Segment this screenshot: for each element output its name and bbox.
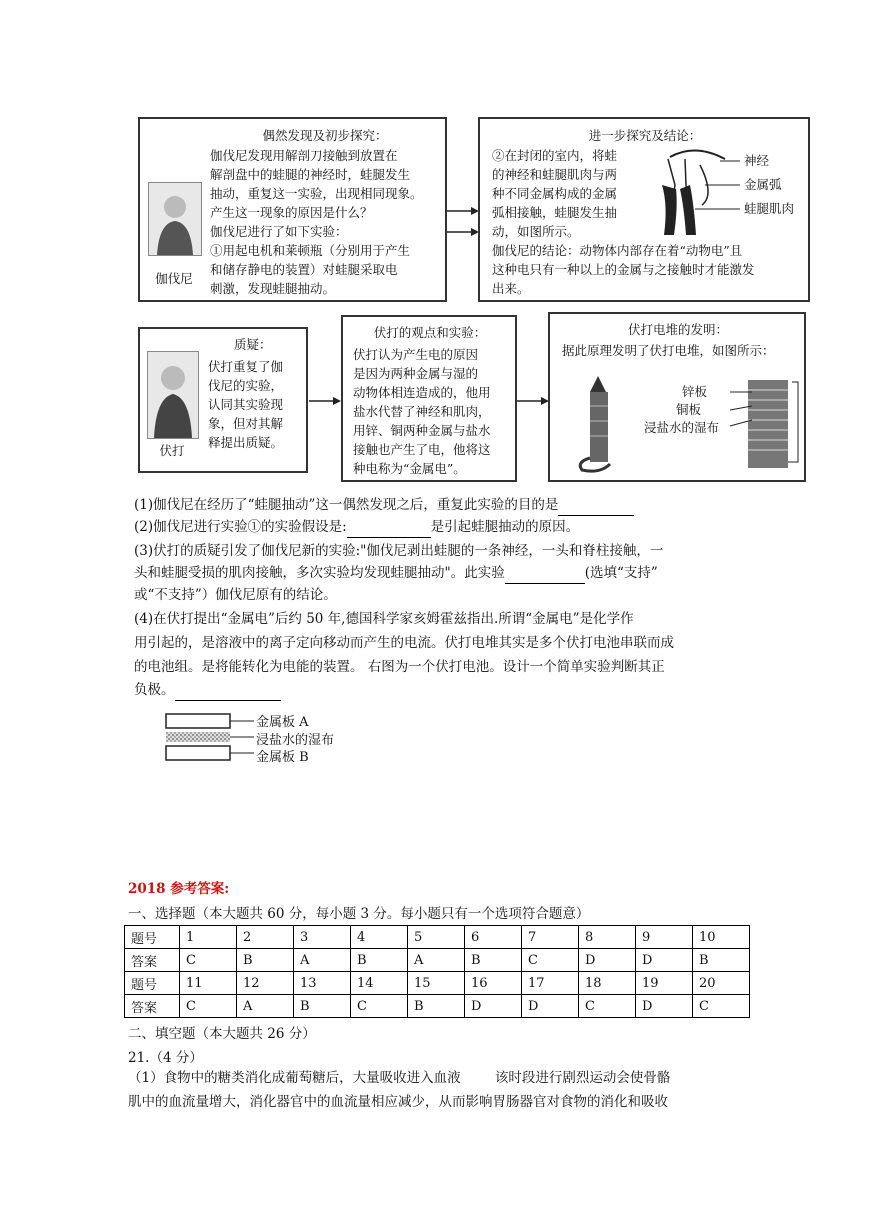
box4-title: 伏打的观点和实验： [373,325,487,340]
box3-line: 伐尼的实验， [208,378,284,393]
table-cell: 11 [180,972,237,995]
table-cell: 12 [237,972,294,995]
galvani-caption: 伽伐尼 [155,271,193,286]
arrow-right-icon [309,395,341,407]
pile-label-cloth: 浸盐水的湿布 [644,420,720,435]
box1-line: 解剖盘中的蛙腿的神经时，蛙腿发生 [210,167,411,182]
answer-blank[interactable] [347,522,431,538]
box1-line: 伽伐尼发现用解剖刀接触到放置在 [210,148,398,163]
table-cell: 19 [636,972,693,995]
box2-line: 弧相接触，蛙腿发生抽 [492,205,618,220]
cell-label-cloth: 浸盐水的湿布 [256,733,335,748]
box1-line: 和储存静电的装置）对蛙腿采取电 [210,262,398,277]
question-21-heading: 21.（4 分） [128,1050,203,1066]
box3-line: 释提出质疑。 [208,435,284,450]
box4-line: 盐水代替了神经和肌肉， [353,404,491,419]
box4-line: 用锌、铜两种金属与盐水 [353,423,491,438]
table-cell: 5 [408,926,465,949]
box2-line: 的神经和蛙腿肌肉与两 [492,167,618,182]
table-cell: C [180,949,237,972]
box1-line: ①用起电机和莱顿瓶（分别用于产生 [210,243,411,258]
frog-legs-diagram [640,145,740,241]
question-4-line3: 的电池组。是将能转化为电能的装置。 右图为一个伏打电池。设计一个简单实验判断其正 [134,659,665,675]
table-cell: 14 [351,972,408,995]
table-cell: D [636,949,693,972]
table-cell: B [408,995,465,1018]
box1-line: 抽动，重复这一实验，出现相同现象。 [210,186,423,201]
box2-title: 进一步探究及结论： [588,128,702,143]
question-1: (1)伽伐尼在经历了“蛙腿抽动”这一偶然发现之后，重复此实验的目的是 [134,494,634,516]
box5-title: 伏打电堆的发明： [627,322,728,337]
diagram-label-muscle: 蛙腿肌肉 [744,201,795,216]
table-cell: 13 [294,972,351,995]
question-4-line4: 负极。 [134,679,281,701]
row-header: 题号 [125,972,180,995]
diagram-label-metal-arc: 金属弧 [744,177,782,192]
table-cell: 9 [636,926,693,949]
table-cell: A [294,949,351,972]
table-cell: 16 [465,972,522,995]
flow-box-doubt [138,327,308,473]
table-cell: 1 [180,926,237,949]
box1-line: 产生这一现象的原因是什么？ [210,205,373,220]
box2-line: 这种电只有一种以上的金属与之接触时才能激发 [492,262,755,277]
table-cell: C [522,949,579,972]
box1-line: 刺激，发现蛙腿抽动。 [210,281,336,296]
table-cell: B [465,949,522,972]
table-cell: D [465,995,522,1018]
cell-label-b: 金属板 B [256,750,309,765]
q21-answer-line1: （1）食物中的糖类消化成葡萄糖后，大量吸收进入血液 该时段进行剧烈运动会使骨骼 [128,1070,671,1086]
table-cell: D [636,995,693,1018]
volta-caption: 伏打 [159,443,185,458]
section2-heading: 二、填空题（本大题共 26 分） [128,1026,316,1042]
answer-blank[interactable] [558,500,634,516]
row-header: 答案 [125,949,180,972]
diagram-label-nerve: 神经 [744,153,770,168]
table-cell: 7 [522,926,579,949]
arrow-right-icon [447,226,479,238]
table-cell: C [693,995,750,1018]
table-row [125,995,750,1018]
flow-box-discovery [138,117,447,302]
question-3-line2: 头和蛙腿受损的肌肉接触，多次实验均发现蛙腿抽动"。此实验 (选填“支持” [134,562,658,584]
table-cell: A [408,949,465,972]
question-4-line1: (4)在伏打提出“金属电”后约 50 年,德国科学家亥姆霍兹指出.所谓“金属电”是化学作 [134,611,634,627]
table-cell: B [351,949,408,972]
box4-line: 动物体相连造成的，他用 [353,385,491,400]
box3-title: 质疑： [234,337,272,352]
answer-blank[interactable] [175,685,281,701]
row-header: 答案 [125,995,180,1018]
answers-heading: 2018 参考答案: [128,881,230,897]
table-cell: 10 [693,926,750,949]
table-row [125,949,750,972]
table-cell: B [693,949,750,972]
section1-heading: 一、选择题（本大题共 60 分，每小题 3 分。每小题只有一个选项符合题意） [128,906,590,922]
table-cell: C [180,995,237,1018]
table-cell: 8 [579,926,636,949]
box1-title: 偶然发现及初步探究： [262,128,388,143]
table-cell: 4 [351,926,408,949]
table-cell: D [579,949,636,972]
voltaic-cell-diagram [164,710,254,768]
question-2: (2)伽伐尼进行实验①的实验假设是: 是引起蛙腿抽动的原因。 [134,516,579,538]
question-4-line2: 用引起的，是溶液中的离子定向移动而产生的电流。伏打电堆其实是多个伏打电池串联而成 [134,635,674,651]
box3-line: 认同其实验现 [208,397,284,412]
table-cell: 6 [465,926,522,949]
box2-line: ②在封闭的室内，将蛙 [492,148,618,163]
flow-box-volta-view [341,315,517,482]
table-cell: C [351,995,408,1018]
table-cell: B [237,949,294,972]
question-3-line1: (3)伏打的质疑引发了伽伐尼新的实验:"伽伐尼剥出蛙腿的一条神经，一头和脊柱接触，一 [134,543,664,559]
box4-line: 是因为两种金属与湿的 [353,366,479,381]
table-cell: 18 [579,972,636,995]
table-cell: 3 [294,926,351,949]
person-icon [148,352,198,438]
flow-box-conclusion [478,117,810,302]
table-cell: A [237,995,294,1018]
pile-label-zinc: 锌板 [682,384,708,399]
flow-box-voltaic-pile [548,312,806,482]
answer-blank[interactable] [505,568,585,584]
table-cell: B [294,995,351,1018]
table-cell: D [522,995,579,1018]
box3-line: 象，但对其解 [208,416,284,431]
answer-table [124,925,750,1018]
box1-line: 伽伐尼进行了如下实验： [210,224,348,239]
table-cell: C [579,995,636,1018]
arrow-right-icon [447,205,479,217]
box4-line: 接触也产生了电，他将这 [353,442,491,457]
table-row [125,972,750,995]
box3-line: 伏打重复了伽 [208,359,284,374]
question-3-line3: 或“不支持”）伽伐尼原有的结论。 [134,587,337,603]
arrow-right-icon [517,395,549,407]
q21-answer-line2: 肌中的血流量增大，消化器官中的血流量相应减少，从而影响胃肠器官对食物的消化和吸收 [128,1094,668,1110]
person-icon [149,183,201,255]
box2-line: 动，如图所示。 [492,224,580,239]
box2-line: 伽伐尼的结论：动物体内部存在着“动物电”且 [492,243,743,258]
box4-line: 种电称为“金属电”。 [353,461,466,476]
box4-line: 伏打认为产生电的原因 [353,347,479,362]
table-cell: 2 [237,926,294,949]
volta-portrait [147,351,199,439]
galvani-portrait [148,182,202,256]
pile-label-copper: 铜板 [676,402,702,417]
row-header: 题号 [125,926,180,949]
box5-line: 据此原理发明了伏打电堆，如图所示： [562,343,775,358]
box2-line: 种不同金属构成的金属 [492,186,618,201]
table-cell: 20 [693,972,750,995]
table-cell: 15 [408,972,465,995]
cell-label-a: 金属板 A [256,715,309,730]
table-row [125,926,750,949]
box2-line: 出来。 [492,281,530,296]
table-cell: 17 [522,972,579,995]
